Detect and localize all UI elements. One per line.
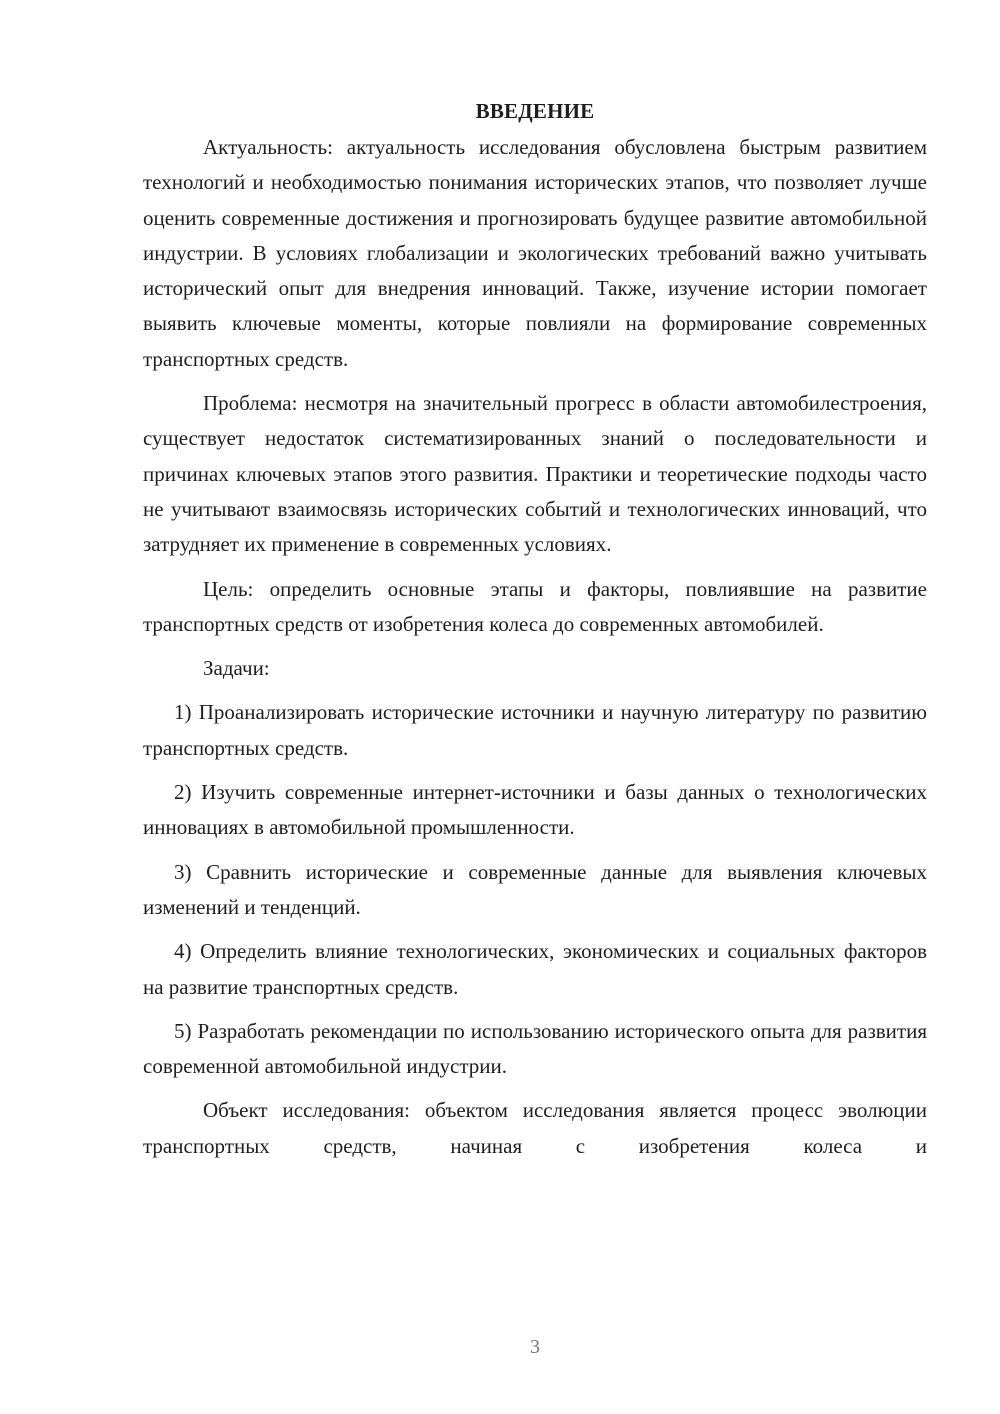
task-item-4: 4) Определить влияние технологических, экономических и социальных факторов на развитие транспортных средств. bbox=[143, 939, 927, 999]
page-content bbox=[143, 96, 927, 1164]
task-item-5: 5) Разработать рекомендации по использованию исторического опыта для развития современной автомобильной индустрии. bbox=[143, 1018, 927, 1079]
paragraph-object: Объект исследования: объектом исследования является процесс эволюции транспортных средств, начиная с изобретения колеса и bbox=[143, 1098, 927, 1158]
page-number: 3 bbox=[530, 1336, 540, 1358]
task-item-1: 1) Проанализировать исторические источники и научную литературу по развитию транспортных средств. bbox=[143, 700, 927, 760]
task-item-3: 3) Сравнить исторические и современные данные для выявления ключевых изменений и тенденций. bbox=[143, 859, 927, 919]
paragraph-tasks-heading: Задачи: bbox=[203, 656, 270, 681]
section-title: ВВЕДЕНИЕ bbox=[475, 99, 595, 123]
paragraph-problem: Проблема: несмотря на значительный прогресс в области автомобилестроения, существует недостаток систематизированных знаний о последовательности и причинах ключевых этапов этого развития. Практики и теоретические подходы часто не учитывают взаимосвязь исторических событий и технологических инноваций, что затрудняет их применение в современных условиях. bbox=[143, 391, 927, 557]
task-item-2: 2) Изучить современные интернет-источники и базы данных о технологических инновациях в автомобильной промышленности. bbox=[143, 780, 927, 840]
paragraph-goal: Цель: определить основные этапы и факторы, повлиявшие на развитие транспортных средств от изобретения колеса до современных автомобилей. bbox=[143, 576, 927, 636]
paragraph-relevance: Актуальность: актуальность исследования обусловлена быстрым развитием технологий и необходимостью понимания исторических этапов, что позволяет лучше оценить современные достижения и прогнозировать будущее развитие автомобильной индустрии. В условиях глобализации и экологических требований важно учитывать исторический опыт для внедрения инноваций. Также, изучение истории помогает выявить ключевые моменты, которые повлияли на формирование современных транспортных средств. bbox=[143, 135, 927, 371]
